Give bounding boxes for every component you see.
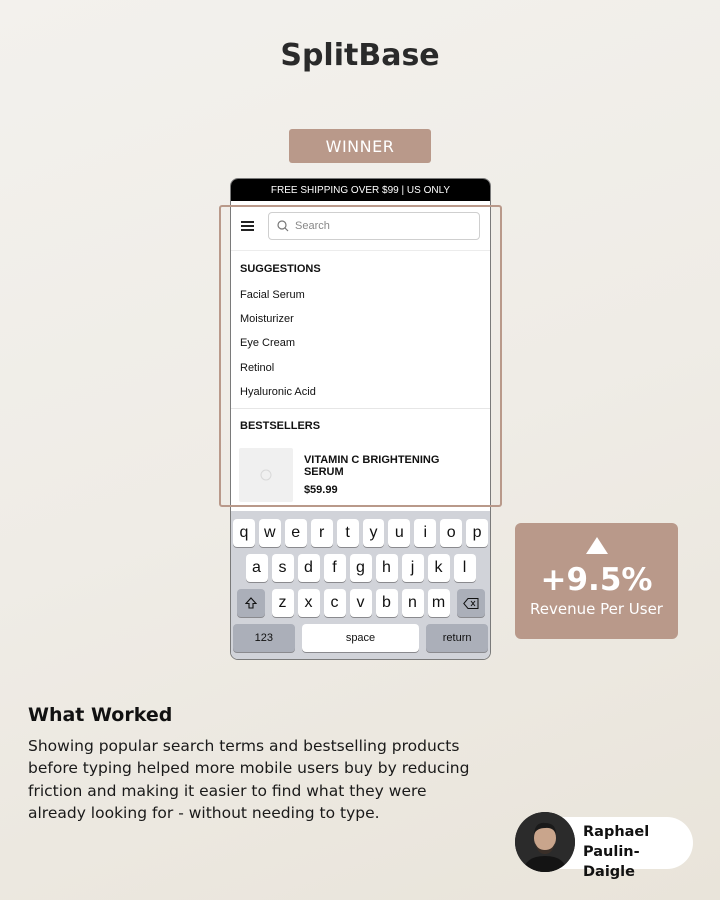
onscreen-keyboard [231, 511, 490, 660]
what-worked-body: Showing popular search terms and bestselling products before typing helped more mobile users buy by reducing friction and making it easier to find what they were already looking for - without needing to type. [28, 737, 470, 822]
what-worked-title: What Worked [28, 704, 173, 726]
suggestion-item[interactable]: Retinol [240, 361, 275, 374]
key-r[interactable]: r [311, 519, 333, 547]
search-placeholder: Search [295, 219, 330, 232]
result-stat-card [515, 523, 678, 639]
product-name: VITAMIN C BRIGHTENING SERUM [303, 453, 440, 478]
key-a[interactable]: a [246, 554, 268, 582]
author-last-name: Paulin-Daigle [583, 844, 640, 880]
suggestion-item[interactable]: Facial Serum [240, 289, 305, 302]
key-f[interactable]: f [324, 554, 346, 582]
key-t[interactable]: t [337, 519, 359, 547]
key-q[interactable]: q [233, 519, 255, 547]
key-x[interactable]: x [298, 589, 320, 617]
return-key[interactable]: return [426, 624, 488, 652]
person-silhouette-icon [515, 812, 575, 872]
key-y[interactable]: y [363, 519, 385, 547]
shift-key[interactable] [237, 589, 265, 617]
key-d[interactable]: d [298, 554, 320, 582]
key-k[interactable]: k [428, 554, 450, 582]
space-key[interactable]: space [302, 624, 420, 652]
suggestion-item[interactable]: Moisturizer [240, 313, 294, 326]
keyboard-row-1 [231, 519, 490, 547]
backspace-icon [463, 598, 479, 609]
suggestion-item[interactable]: Hyaluronic Acid [240, 385, 316, 398]
key-c[interactable]: c [324, 589, 346, 617]
author-name [583, 822, 688, 882]
product-price: $59.99 [303, 483, 338, 496]
up-arrow-icon [586, 537, 608, 554]
key-l[interactable]: l [454, 554, 476, 582]
key-j[interactable]: j [402, 554, 424, 582]
key-v[interactable]: v [350, 589, 372, 617]
author-avatar [515, 812, 575, 872]
suggestion-item[interactable]: Eye Cream [240, 337, 296, 350]
shipping-banner: FREE SHIPPING OVER $99 | US ONLY [231, 179, 490, 201]
key-s[interactable]: s [272, 554, 294, 582]
keyboard-row-3 [231, 589, 490, 617]
key-g[interactable]: g [350, 554, 372, 582]
backspace-key[interactable] [457, 589, 485, 617]
author-first-name: Raphael [583, 824, 650, 840]
stat-value: +9.5% [540, 562, 653, 598]
key-h[interactable]: h [376, 554, 398, 582]
key-u[interactable]: u [388, 519, 410, 547]
winner-badge: WINNER [289, 129, 431, 163]
key-o[interactable]: o [440, 519, 462, 547]
key-w[interactable]: w [259, 519, 281, 547]
key-e[interactable]: e [285, 519, 307, 547]
brand-title: SplitBase [280, 38, 440, 73]
keyboard-row-4 [231, 624, 490, 652]
highlight-frame [219, 205, 502, 507]
numbers-key[interactable]: 123 [233, 624, 295, 652]
bestsellers-heading: BESTSELLERS [240, 419, 321, 432]
key-i[interactable]: i [414, 519, 436, 547]
key-z[interactable]: z [272, 589, 294, 617]
suggestions-heading: SUGGESTIONS [240, 263, 321, 275]
stat-label: Revenue Per User [530, 600, 663, 618]
keyboard-row-2 [231, 554, 490, 582]
key-b[interactable]: b [376, 589, 398, 617]
key-n[interactable]: n [402, 589, 424, 617]
key-p[interactable]: p [466, 519, 488, 547]
key-m[interactable]: m [428, 589, 450, 617]
shift-icon [245, 597, 257, 609]
